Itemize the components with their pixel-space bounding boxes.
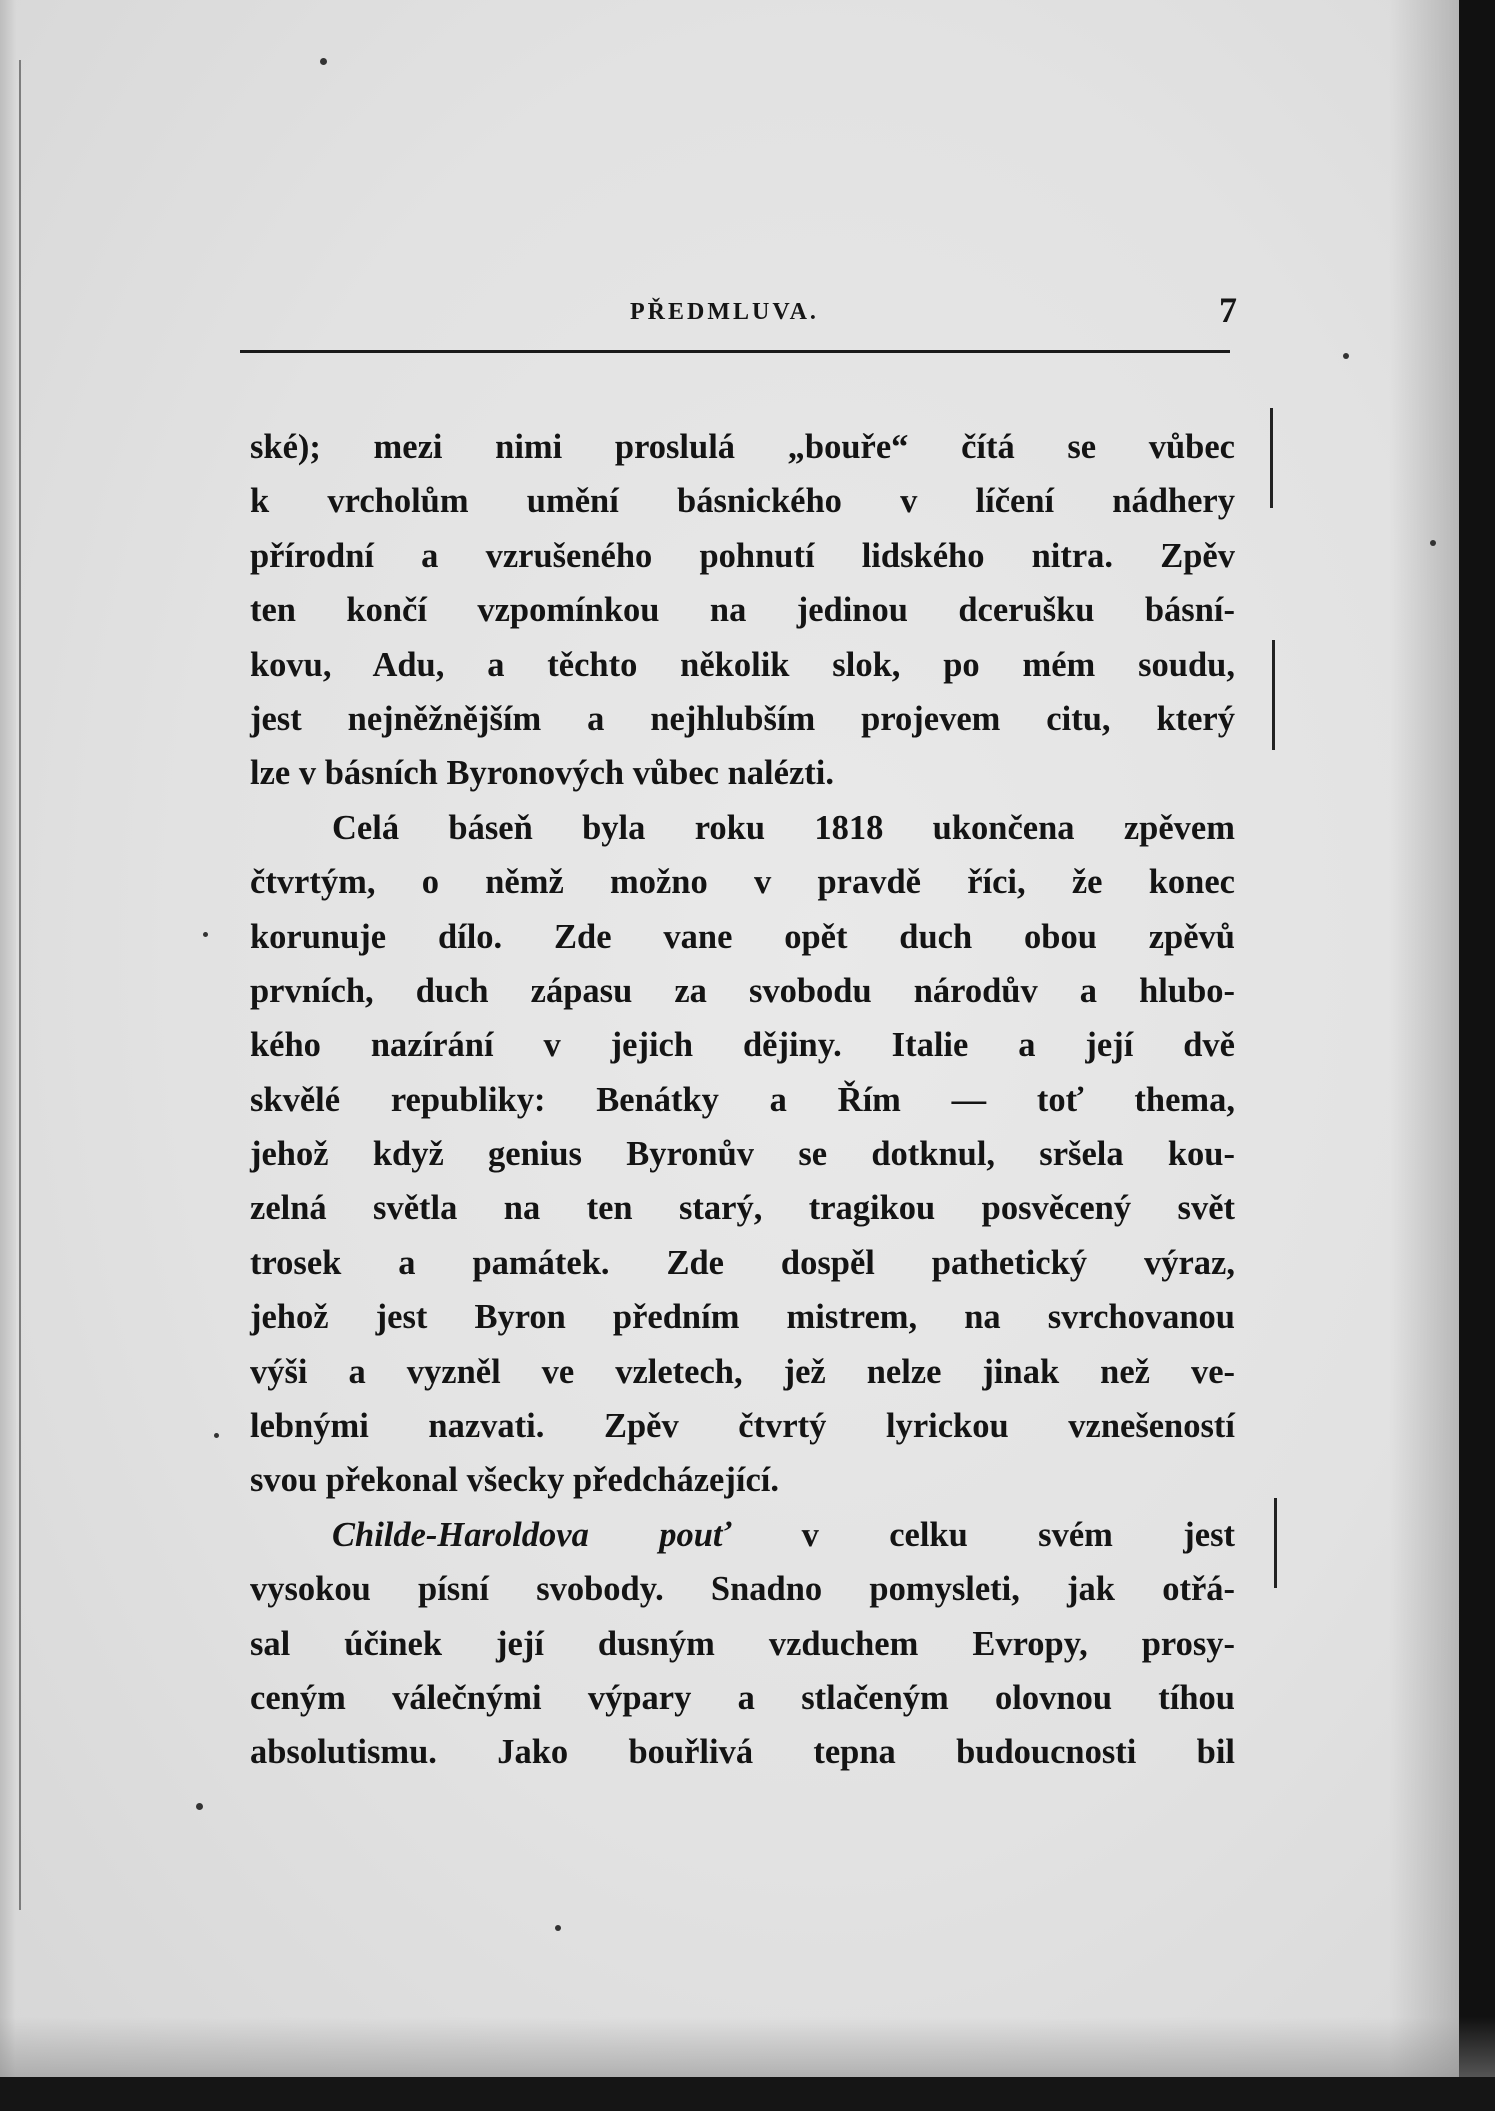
text-line: jest nejněžnějším a nejhlubším projevem citu, který [250, 699, 1235, 738]
text-line: kého nazírání v jejich dějiny. Italie a její dvě [250, 1026, 1235, 1065]
speck [203, 932, 208, 937]
text-line: kovu, Adu, a těchto několik slok, po mém soudu, [250, 645, 1235, 684]
speck [214, 1433, 219, 1438]
margin-mark [1270, 408, 1273, 508]
text-line: ceným válečnými výpary a stlačeným olovnou tíhou [250, 1678, 1235, 1717]
text-line: jehož jest Byron předním mistrem, na svrchovanou [250, 1298, 1235, 1337]
text-line: k vrcholům umění básnického v líčení nádhery [250, 482, 1235, 521]
bottom-edge-shadow [0, 2017, 1495, 2077]
text-line: ské); mezi nimi proslulá „bouře“ čítá se vůbec [250, 428, 1235, 466]
text-line: absolutismu. Jako bouřlivá tepna budoucnosti bil [250, 1733, 1235, 1772]
text-line: ten končí vzpomínkou na jedinou dcerušku básní- [250, 591, 1235, 630]
text-line [250, 1508, 1235, 1562]
speck [320, 58, 327, 65]
header-rule [240, 350, 1230, 353]
text-line: jehož když genius Byronův se dotknul, sršela kou- [250, 1135, 1235, 1174]
text-line: trosek a památek. Zde dospěl pathetický výraz, [250, 1243, 1235, 1282]
text-line: svou překonal všecky předcházející. [250, 1461, 779, 1500]
italic-title: Childe-Haroldova pouť [332, 1515, 732, 1554]
speck [196, 1803, 203, 1810]
text-line: lebnými nazvati. Zpěv čtvrtý lyrickou vznešeností [250, 1407, 1235, 1446]
text-line: zelná světla na ten starý, tragikou posvěcený svět [250, 1189, 1235, 1228]
text-line: Celá báseň byla roku 1818 ukončena zpěvem [332, 808, 1235, 847]
margin-mark [1274, 1498, 1277, 1588]
text-line: výši a vyzněl ve vzletech, jež nelze jinak než ve- [250, 1352, 1235, 1391]
left-page-edge [0, 0, 16, 2111]
text-line: přírodní a vzrušeného pohnutí lidského nitra. Zpěv [250, 536, 1235, 575]
running-title: PŘEDMLUVA. [630, 299, 819, 325]
text-line: prvních, duch zápasu za svobodu národův a hlubo- [250, 971, 1235, 1010]
right-edge-shadow [1389, 0, 1459, 2111]
margin-mark [1272, 640, 1275, 750]
page-number: 7 [1219, 290, 1237, 330]
text-line-rest: v celku svém jest [731, 1515, 1235, 1554]
text-line: skvělé republiky: Benátky a Řím — toť thema, [250, 1080, 1235, 1119]
text-line: čtvrtým, o němž možno v pravdě říci, že konec [250, 863, 1235, 902]
text-line: lze v básních Byronových vůbec nalézti. [250, 754, 834, 793]
text-line: sal účinek její dusným vzduchem Evropy, prosy- [250, 1624, 1235, 1663]
speck [1430, 540, 1436, 546]
gutter-line [19, 60, 21, 1910]
text-line: korunuje dílo. Zde vane opět duch obou zpěvů [250, 917, 1235, 956]
text-line: vysokou písní svobody. Snadno pomysleti, jak otřá- [250, 1570, 1235, 1609]
bottom-scan-border [0, 2077, 1495, 2111]
page-header [237, 290, 1237, 337]
right-scan-border [1459, 0, 1495, 2111]
body-text [250, 420, 1235, 1780]
speck [1343, 353, 1349, 359]
speck [555, 1925, 561, 1931]
